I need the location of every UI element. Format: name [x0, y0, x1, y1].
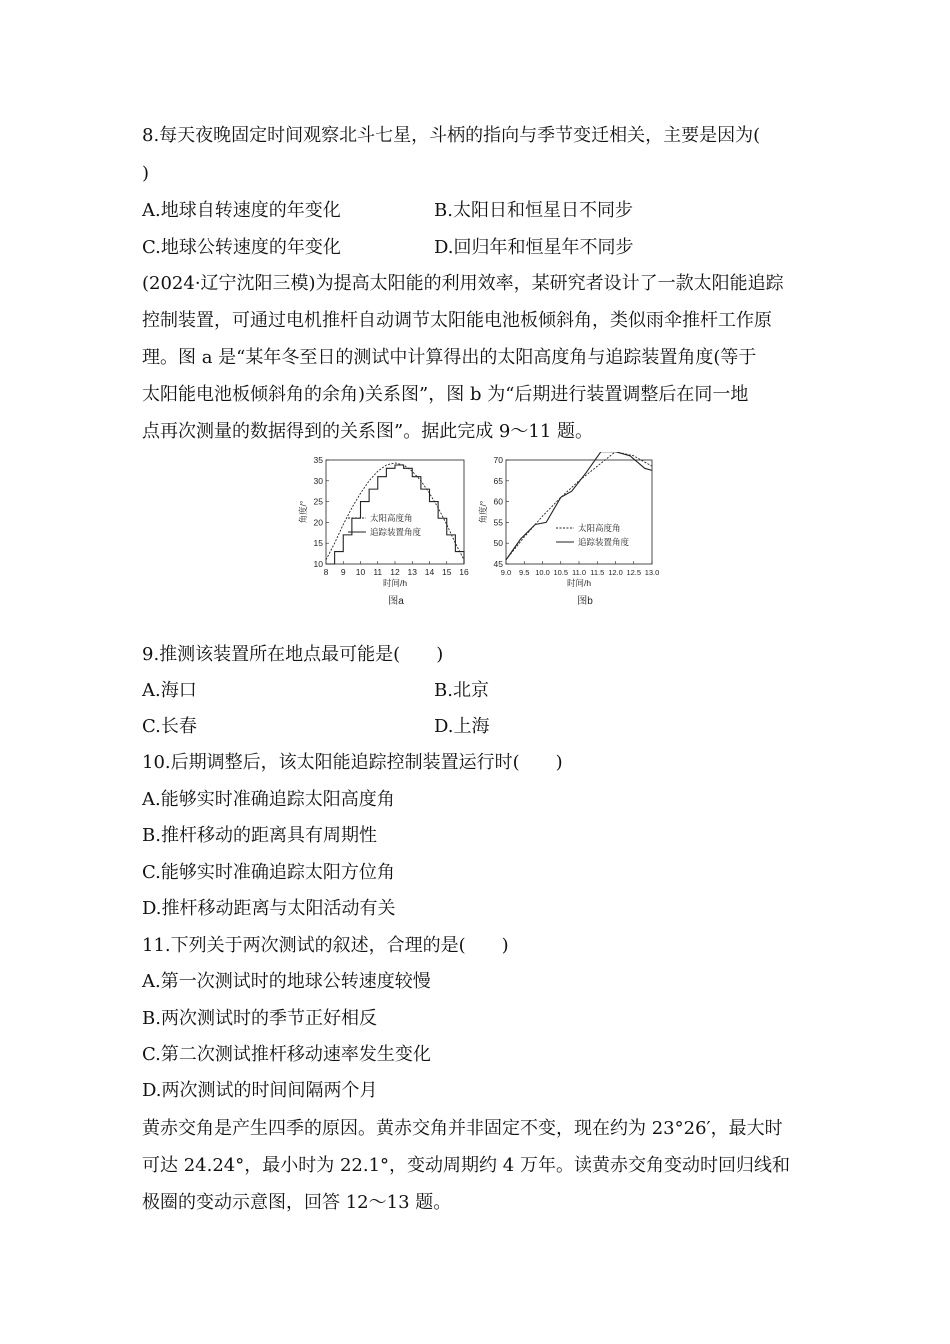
q11-option-b: B.两次测试时的季节正好相反: [142, 1008, 377, 1029]
q9-option-b: B.北京: [434, 680, 489, 701]
x-tick-label: 12.0: [608, 568, 623, 577]
q9-option-c: C.长春: [142, 716, 197, 737]
intro2-line-1: 黄赤交角是产生四季的原因。黄赤交角并非固定不变，现在约为 23°26′，最大时: [142, 1118, 783, 1139]
x-tick-label: 12.5: [626, 568, 642, 577]
intro1-line-2: 控制装置，可通过电机推杆自动调节太阳能电池板倾斜角，类似雨伞推杆工作原: [142, 310, 772, 331]
x-tick-label: 13: [407, 567, 417, 577]
x-tick-label: 13.0: [644, 568, 660, 577]
q9-stem: 9.推测该装置所在地点最可能是( ): [142, 644, 444, 665]
figure-caption: 图a: [388, 596, 404, 607]
q10-option-b: B.推杆移动的距离具有周期性: [142, 825, 377, 846]
intro2-line-2: 可达 24.24°，最小时为 22.1°，变动周期约 4 万年。读黄赤交角变动时回归线和: [142, 1155, 790, 1176]
plot-frame: [506, 460, 652, 564]
y-tick-label: 30: [313, 475, 323, 486]
x-tick-label: 11: [373, 567, 383, 577]
q10-option-d: D.推杆移动距离与太阳活动有关: [142, 898, 396, 919]
q8-option-c: C.地球公转速度的年变化: [142, 237, 341, 258]
y-tick-label: 25: [313, 496, 323, 507]
y-axis-label: 角度/°: [478, 500, 488, 524]
q8-stem: 8.每天夜晚固定时间观察北斗七星，斗柄的指向与季节变迁相关，主要是因为(: [142, 125, 761, 146]
q8-option-d: D.回归年和恒星年不同步: [434, 237, 634, 258]
intro1-line-4: 太阳能电池板倾斜角的余角)关系图”，图 b 为“后期进行装置调整后在同一地: [142, 384, 749, 405]
q10-stem: 10.后期调整后，该太阳能追踪控制装置运行时( ): [142, 752, 563, 773]
chart-a: [298, 455, 469, 607]
figure-caption: 图b: [577, 596, 593, 607]
x-tick-label: 12: [390, 567, 400, 577]
figure-charts: [298, 452, 668, 622]
plot-frame: [326, 460, 464, 564]
q11-option-a: A.第一次测试时的地球公转速度较慢: [142, 971, 431, 992]
intro1-line-5: 点再次测量的数据得到的关系图”。据此完成 9～11 题。: [142, 421, 593, 442]
x-tick-label: 10.5: [553, 568, 569, 577]
legend-label: 追踪装置角度: [370, 527, 422, 537]
x-tick-label: 10: [355, 567, 366, 577]
q10-option-a: A.能够实时准确追踪太阳高度角: [142, 789, 395, 810]
x-tick-label: 16: [459, 567, 469, 577]
q9-option-a: A.海口: [142, 680, 197, 701]
intro1-line-3: 理。图 a 是“某年冬至日的测试中计算得出的太阳高度角与追踪装置角度(等于: [142, 347, 757, 368]
intro1-line-1: (2024·辽宁沈阳三模)为提高太阳能的利用效率，某研究者设计了一款太阳能追踪: [142, 273, 784, 294]
q11-stem: 11.下列关于两次测试的叙述，合理的是( ): [142, 935, 509, 956]
q10-option-c: C.能够实时准确追踪太阳方位角: [142, 862, 395, 883]
q11-option-c: C.第二次测试推杆移动速率发生变化: [142, 1044, 431, 1065]
x-tick-label: 11.0: [571, 568, 587, 577]
x-axis-label: 时间/h: [566, 578, 592, 588]
x-tick-label: 9: [340, 567, 346, 577]
y-tick-label: 50: [493, 538, 503, 549]
y-tick-label: 55: [493, 517, 503, 528]
q8-stem-end: ): [142, 163, 150, 184]
y-tick-label: 20: [313, 517, 323, 528]
q8-option-b: B.太阳日和恒星日不同步: [434, 200, 633, 221]
y-tick-label: 45: [493, 559, 503, 569]
x-tick-label: 11.5: [590, 568, 605, 577]
x-tick-label: 10.0: [535, 568, 550, 577]
q11-option-d: D.两次测试的时间间隔两个月: [142, 1080, 378, 1101]
y-tick-label: 35: [313, 455, 323, 465]
legend-label: 太阳高度角: [578, 523, 621, 533]
y-tick-label: 15: [313, 538, 323, 549]
y-tick-label: 65: [493, 475, 503, 486]
chart-b: [478, 452, 659, 607]
y-tick-label: 70: [493, 455, 503, 465]
y-tick-label: 60: [493, 496, 503, 507]
y-tick-label: 10: [313, 559, 323, 569]
x-tick-label: 14: [424, 567, 435, 577]
q9-option-d: D.上海: [434, 716, 490, 737]
y-axis-label: 角度/°: [298, 500, 308, 524]
intro2-line-3: 极圈的变动示意图，回答 12～13 题。: [142, 1192, 452, 1213]
x-tick-label: 15: [442, 567, 452, 577]
x-tick-label: 9.0: [500, 568, 512, 577]
legend-label: 追踪装置角度: [578, 537, 630, 547]
x-tick-label: 8: [323, 567, 329, 577]
q8-option-a: A.地球自转速度的年变化: [142, 200, 341, 221]
x-axis-label: 时间/h: [382, 578, 408, 588]
solar-altitude-line: [326, 463, 464, 560]
x-tick-label: 9.5: [519, 568, 530, 577]
legend-label: 太阳高度角: [370, 513, 413, 523]
